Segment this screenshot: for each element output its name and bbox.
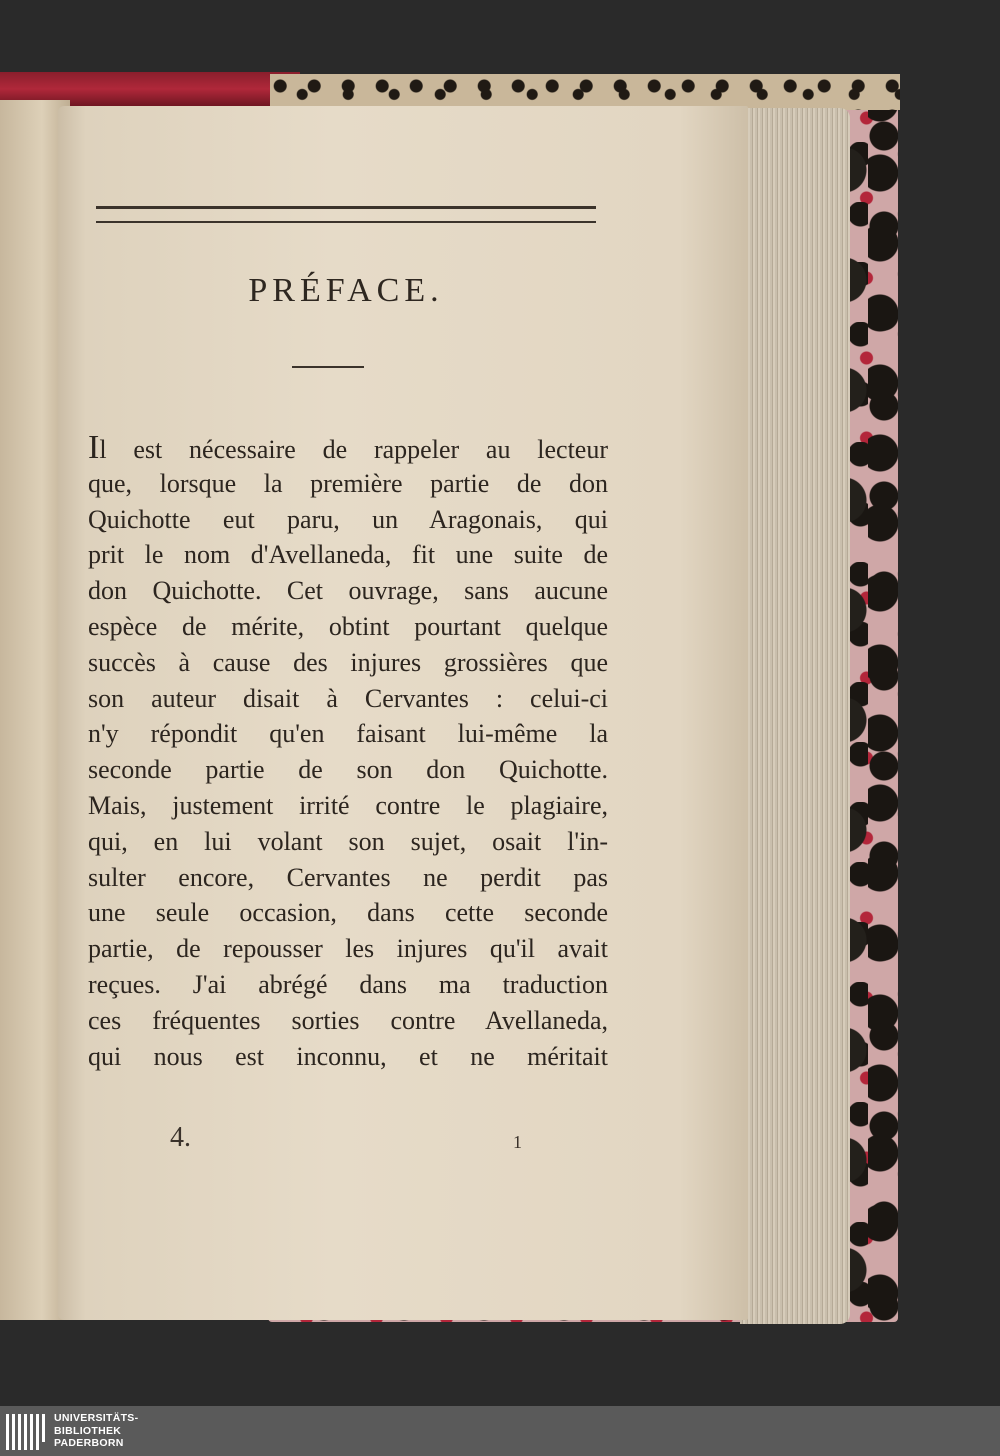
cover-top-edge [270,74,900,110]
text-line: partie, de repousser les injures qu'il avait [88,934,608,964]
text-line: que, lorsque la première partie de don [88,468,608,498]
text-line: son auteur disait à Cervantes : celui-ci [88,683,608,713]
text-line: prit le nom d'Avellaneda, fit une suite de [88,540,608,570]
text-line: Il est nécessaire de rappeler au lecteur [88,429,608,466]
text-line: Quichotte eut paru, un Aragonais, qui [88,504,608,534]
text-line: qui, en lui volant son sujet, osait l'in- [88,826,608,856]
text-line: une seule occasion, dans cette seconde [88,898,608,928]
page-block-edge [740,108,850,1324]
text-line: espèce de mérite, obtint pourtant quelque [88,611,608,641]
text-line: n'y répondit qu'en faisant lui-même la [88,719,608,749]
library-footer [0,1406,1000,1456]
gathering-signature: 4. [170,1122,191,1153]
text-line: don Quichotte. Cet ouvrage, sans aucune [88,576,608,606]
text-line: seconde partie de son don Quichotte. [88,755,608,785]
page-title: PRÉFACE. [248,272,444,309]
body-text [88,430,608,1074]
logo-line: BIBLIOTHEK [54,1424,122,1437]
text-line: reçues. J'ai abrégé dans ma traduction [88,969,608,999]
text-line: Mais, justement irrité contre le plagiaire, [88,790,608,820]
logo-line: UNIVERSITÄTS- [54,1412,139,1424]
title-underline [292,366,364,368]
signature-mark: 1 [513,1132,522,1152]
logo-line: PADERBORN [54,1437,124,1449]
text-line: sulter encore, Cervantes ne perdit pas [88,862,608,892]
text-line: qui nous est inconnu, et ne méritait [88,1041,608,1071]
library-logo-icon [6,1414,46,1450]
library-logo-text [54,1412,138,1450]
header-double-rule [96,206,596,223]
text-line: ces fréquentes sorties contre Avellaneda, [88,1005,608,1035]
text-line: succès à cause des injures grossières que [88,647,608,677]
